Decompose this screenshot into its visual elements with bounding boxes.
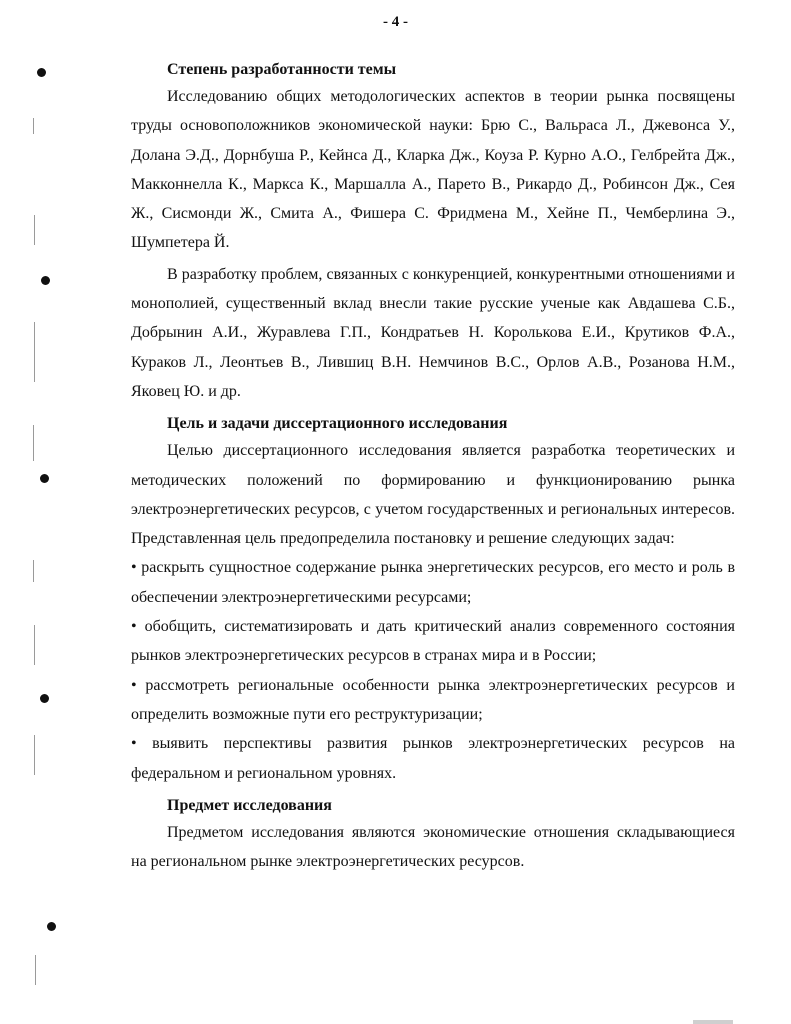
margin-mark-4	[33, 425, 34, 461]
page-number: - 4 -	[383, 14, 408, 30]
list-item-task-3: • рассмотреть региональные особенности рынка электроэнергетических ресурсов и определить возможные пути его реструктуризации;	[131, 676, 735, 723]
binder-hole-1	[37, 68, 46, 77]
paragraph-subject: Предметом исследования являются экономические отношения складывающиеся на региональном рынке электроэнергетических ресурсов.	[131, 823, 735, 871]
margin-mark-3	[34, 322, 35, 382]
binder-hole-5	[47, 922, 56, 931]
list-item-task-2: • обобщить, систематизировать и дать критический анализ современного состояния рынков электроэнергетических ресурсов в странах мира и в России;	[131, 618, 735, 665]
heading-goals: Цель и задачи диссертационного исследования	[167, 415, 508, 433]
margin-mark-6	[34, 625, 35, 665]
paragraph-founders: Исследованию общих методологических аспектов в теории рынка посвящены труды основоположников экономической науки: Брю С., Вальраса Л., Джевонса У., Долана Э.Д., Дорнбуша Р., Кейнса Д., Кларка Дж., Коуза Р. Курно А.О., Гелбрейта Дж., Макконнелла К., Маркса К., Маршалла А., Парето В., Рикардо Д., Робинсон Дж., Сея Ж., Сисмонди Ж., Смита А., Фишера С. Фридмена М., Хейне П., Чемберлина Э., Шумпетера Й.	[131, 88, 735, 252]
margin-mark-5	[33, 560, 34, 582]
list-item-task-1: • раскрыть сущностное содержание рынка энергетических ресурсов, его место и роль в обеспечении электроэнергетическими ресурсами;	[131, 559, 735, 606]
binder-hole-4	[40, 694, 49, 703]
margin-mark-8	[35, 955, 36, 985]
document-body	[131, 58, 735, 876]
margin-mark-7	[34, 735, 35, 775]
scan-edge	[693, 1020, 733, 1024]
heading-subject: Предмет исследования	[167, 796, 332, 814]
heading-development-degree: Степень разработанности темы	[167, 61, 397, 78]
margin-mark-1	[33, 118, 34, 134]
paragraph-russian-scholars: В разработку проблем, связанных с конкуренцией, конкурентными отношениями и монополией, существенный вклад внесли такие русские ученые как Авдашева С.Б., Добрынин А.И., Журавлева Г.П., Кондратьев Н. Королькова Е.И., Крутиков Ф.А., Кураков Л., Леонтьев В., Лившиц В.Н. Немчинов В.С., Орлов А.В., Розанова Н.М., Яковец Ю. и др.	[131, 265, 735, 400]
binder-hole-3	[40, 474, 49, 483]
paragraph-goal: Целью диссертационного исследования является разработка теоретических и методических положений по формированию и функционированию рынка электроэнергетических ресурсов, с учетом государственных и региональных интересов. Представленная цель предопределила постановку и решение следующих задач:	[131, 442, 735, 548]
margin-mark-2	[34, 215, 35, 245]
binder-hole-2	[41, 276, 50, 285]
list-item-task-4: • выявить перспективы развития рынков электроэнергетических ресурсов на федеральном и региональном уровнях.	[131, 735, 735, 782]
